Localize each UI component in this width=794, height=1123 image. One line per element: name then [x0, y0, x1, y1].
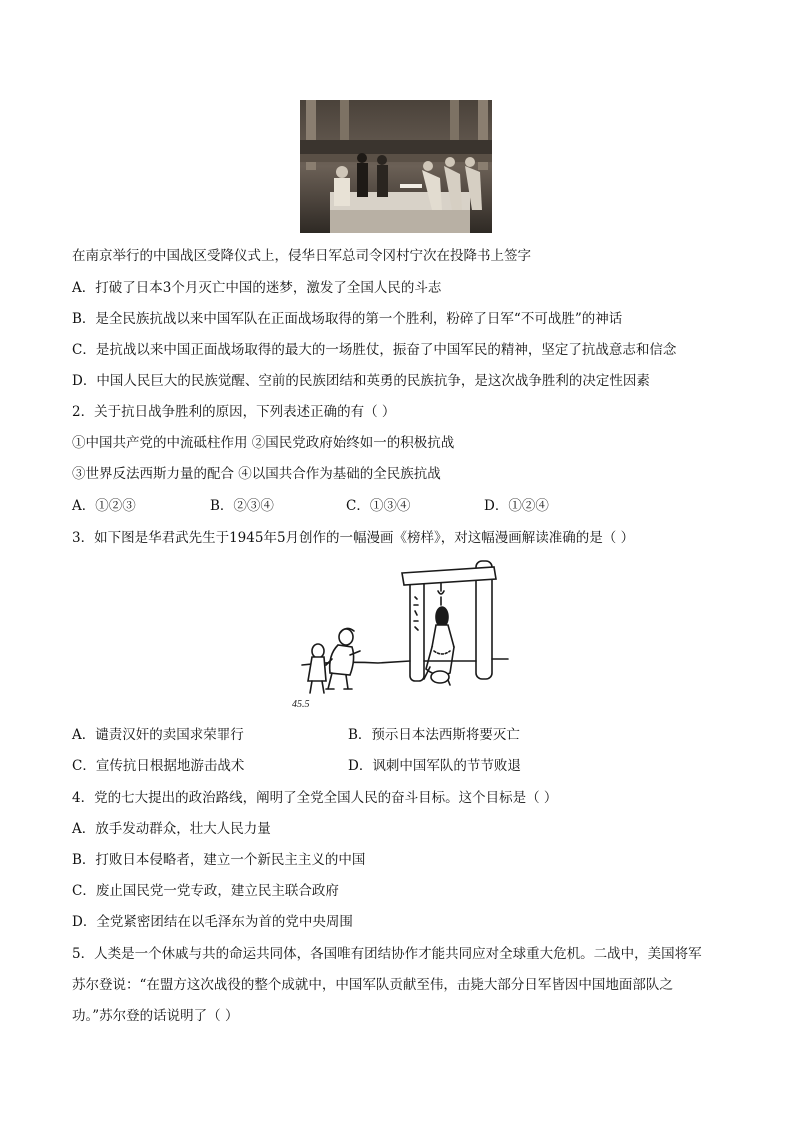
cartoon-bangyang [292, 555, 510, 715]
q1-option-c: C．是抗战以来中国正面战场取得的最大的一场胜仗，振奋了中国军民的精神，坚定了抗战意志和信念 [72, 342, 677, 358]
q1-option-a: A．打破了日本3个月灭亡中国的迷梦，激发了全国人民的斗志 [72, 280, 442, 296]
q4-stem: 4．党的七大提出的政治路线，阐明了全党全国人民的奋斗目标。这个目标是（ ） [72, 790, 558, 806]
q2-option-c: C．①③④ [346, 498, 411, 514]
q4-option-a: A．放手发动群众，壮大人民力量 [72, 821, 271, 837]
q3-option-a: A．谴责汉奸的卖国求荣罪行 [72, 727, 244, 743]
q2-option-d: D．①②④ [484, 498, 549, 514]
q2-option-b: B．②③④ [210, 498, 274, 514]
q2-items-line1: ①中国共产党的中流砥柱作用 ②国民党政府始终如一的积极抗战 [72, 435, 455, 451]
q4-option-d: D．全党紧密团结在以毛泽东为首的党中央周围 [72, 914, 353, 930]
q5-stem-line1: 5．人类是一个休戚与共的命运共同体，各国唯有团结协作才能共同应对全球重大危机。二战中，美国将军 [72, 946, 702, 962]
q2-option-a: A．①②③ [72, 498, 136, 514]
surrender-ceremony-photo [300, 100, 492, 233]
q1-option-b: B．是全民族抗战以来中国军队在正面战场取得的第一个胜利，粉碎了日军“不可战胜”的神话 [72, 311, 623, 327]
cartoon-date: 45.5 [292, 699, 310, 710]
photo-caption: 在南京举行的中国战区受降仪式上，侵华日军总司令冈村宁次在投降书上签字 [72, 248, 531, 264]
q4-option-c: C．废止国民党一党专政，建立民主联合政府 [72, 883, 339, 899]
q5-stem-line3: 功。”苏尔登的话说明了（ ） [72, 1008, 239, 1024]
q3-option-d: D．讽刺中国军队的节节败退 [348, 758, 521, 774]
cartoon-illustration [292, 555, 510, 715]
photo-illustration [300, 100, 492, 233]
q4-option-b: B．打败日本侵略者，建立一个新民主主义的中国 [72, 852, 366, 868]
q2-stem: 2．关于抗日战争胜利的原因，下列表述正确的有（ ） [72, 404, 396, 420]
q1-option-d: D．中国人民巨大的民族觉醒、空前的民族团结和英勇的民族抗争，是这次战争胜利的决定性因素 [72, 373, 650, 389]
q2-items-line2: ③世界反法西斯力量的配合 ④以国共合作为基础的全民族抗战 [72, 466, 441, 482]
q3-option-c: C．宣传抗日根据地游击战术 [72, 758, 245, 774]
q3-option-b: B．预示日本法西斯将要灭亡 [348, 727, 520, 743]
q5-stem-line2: 苏尔登说：“在盟方这次战役的整个成就中，中国军队贡献至伟，击毙大部分日军皆因中国地面部队之 [72, 977, 673, 993]
q3-stem: 3．如下图是华君武先生于1945年5月创作的一幅漫画《榜样》，对这幅漫画解读准确的是（ ） [72, 530, 635, 546]
